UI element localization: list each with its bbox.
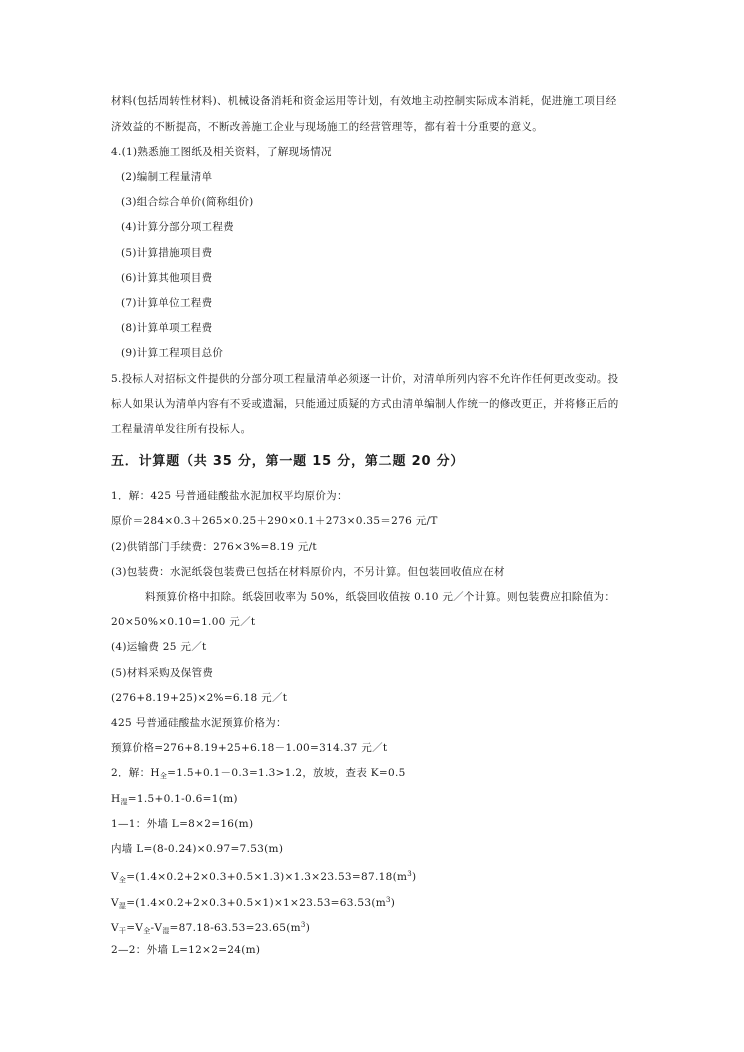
section-heading: 五．计算题（共 35 分，第一题 15 分，第二题 20 分）: [111, 454, 465, 469]
q4-item: (9)计算工程项目总价: [121, 347, 224, 359]
q4-item: (4)计算分部分项工程费: [121, 221, 234, 233]
text-run: V: [111, 922, 119, 934]
calc-line: [111, 792, 238, 809]
calc-line: [111, 893, 395, 913]
superscript: 3: [385, 896, 391, 904]
calc-line: (276+8.19+25)×2%=6.18 元／t: [111, 692, 288, 704]
calc-line: 425 号普通硅酸盐水泥预算价格为：: [111, 717, 287, 729]
text-run: V: [111, 897, 119, 909]
calc-line: 内墙 L=(8-0.24)×0.97=7.53(m): [111, 843, 284, 855]
calc-line: (5)材料采购及保管费: [111, 667, 214, 679]
text-run: ): [390, 897, 396, 909]
calc-line: (2)供销部门手续费：276×3%=8.19 元/t: [111, 541, 317, 553]
subscript: 湿: [162, 927, 170, 935]
q4-item: (7)计算单位工程费: [121, 297, 213, 309]
q5-line: 5.投标人对招标文件提供的分部分项工程量清单必须逐一计价，对清单所列内容不允许作任何更改变动。投: [111, 373, 619, 385]
subscript: 全: [143, 927, 151, 935]
q4-item: (2)编制工程量清单: [121, 171, 213, 183]
calc-line: [111, 766, 406, 783]
text-run: =V: [126, 922, 144, 934]
subscript: 干: [118, 927, 127, 935]
q5-line: 标人如果认为清单内容有不妥或遗漏，只能通过质疑的方式由清单编制人作统一的修改更正，并将修正后的: [111, 398, 619, 410]
text-run: =87.18-63.53=23.65(m: [169, 922, 301, 934]
paragraph-line: 材料(包括周转性材料)、机械设备消耗和资金运用等计划，有效地主动控制实际成本消耗，促进施工项目经: [111, 95, 617, 107]
subscript: 湿: [120, 798, 128, 806]
q4-item: 4.(1)熟悉施工图纸及相关资料，了解现场情况: [111, 146, 332, 158]
text-run: V: [111, 871, 119, 883]
calc-line: 20×50%×0.10=1.00 元／t: [111, 616, 256, 628]
text-run: =1.5+0.1-0.6=1(m): [127, 793, 238, 805]
text-run: =(1.4×0.2+2×0.3+0.5×1)×1×23.53=63.53(m: [126, 897, 386, 909]
calc-line: 2—2：外墙 L=12×2=24(m): [111, 944, 261, 956]
calc-line: 料预算价格中扣除。纸袋回收率为 50%，纸袋回收值按 0.10 元／个计算。则包装费应扣除值为：: [145, 591, 616, 603]
subscript: 全: [159, 772, 168, 780]
subscript: 全: [118, 876, 127, 884]
calc-line: (4)运输费 25 元／t: [111, 641, 207, 653]
q4-item: (8)计算单项工程费: [121, 322, 213, 334]
text-run: ): [305, 922, 311, 934]
calc-line: [111, 867, 416, 887]
q4-item: (6)计算其他项目费: [121, 272, 213, 284]
calc-line: 原价＝284×0.3＋265×0.25＋290×0.1＋273×0.35＝276 元/T: [111, 515, 438, 527]
calc-line: 1—1：外墙 L=8×2=16(m): [111, 818, 254, 830]
paragraph-line: 济效益的不断提高，不断改善施工企业与现场施工的经营管理等，都有着十分重要的意义。: [111, 121, 543, 133]
calc-line: (3)包装费：水泥纸袋包装费已包括在材料原价内，不另计算。但包装回收值应在材: [111, 566, 505, 578]
text-run: -V: [150, 922, 163, 934]
calc-line: [111, 918, 310, 938]
superscript: 3: [407, 870, 412, 878]
text-run: H: [111, 793, 121, 805]
q4-item: (3)组合综合单价(简称组价): [121, 196, 254, 208]
superscript: 3: [300, 921, 306, 929]
subscript: 湿: [118, 902, 127, 910]
text-run: 2．解：H: [111, 767, 160, 779]
calc-line: 1．解：425 号普通硅酸盐水泥加权平均原价为：: [111, 490, 348, 502]
text-run: ): [412, 871, 417, 883]
calc-line: 预算价格=276+8.19+25+6.18－1.00=314.37 元／t: [111, 742, 388, 754]
q4-item: (5)计算措施项目费: [121, 247, 213, 259]
text-run: =(1.4×0.2+2×0.3+0.5×1.3)×1.3×23.53=87.18(m: [126, 871, 408, 883]
text-run: =1.5+0.1－0.3=1.3>1.2，放坡，查表 K=0.5: [167, 767, 406, 779]
q5-line: 工程量清单发往所有投标人。: [111, 423, 252, 435]
